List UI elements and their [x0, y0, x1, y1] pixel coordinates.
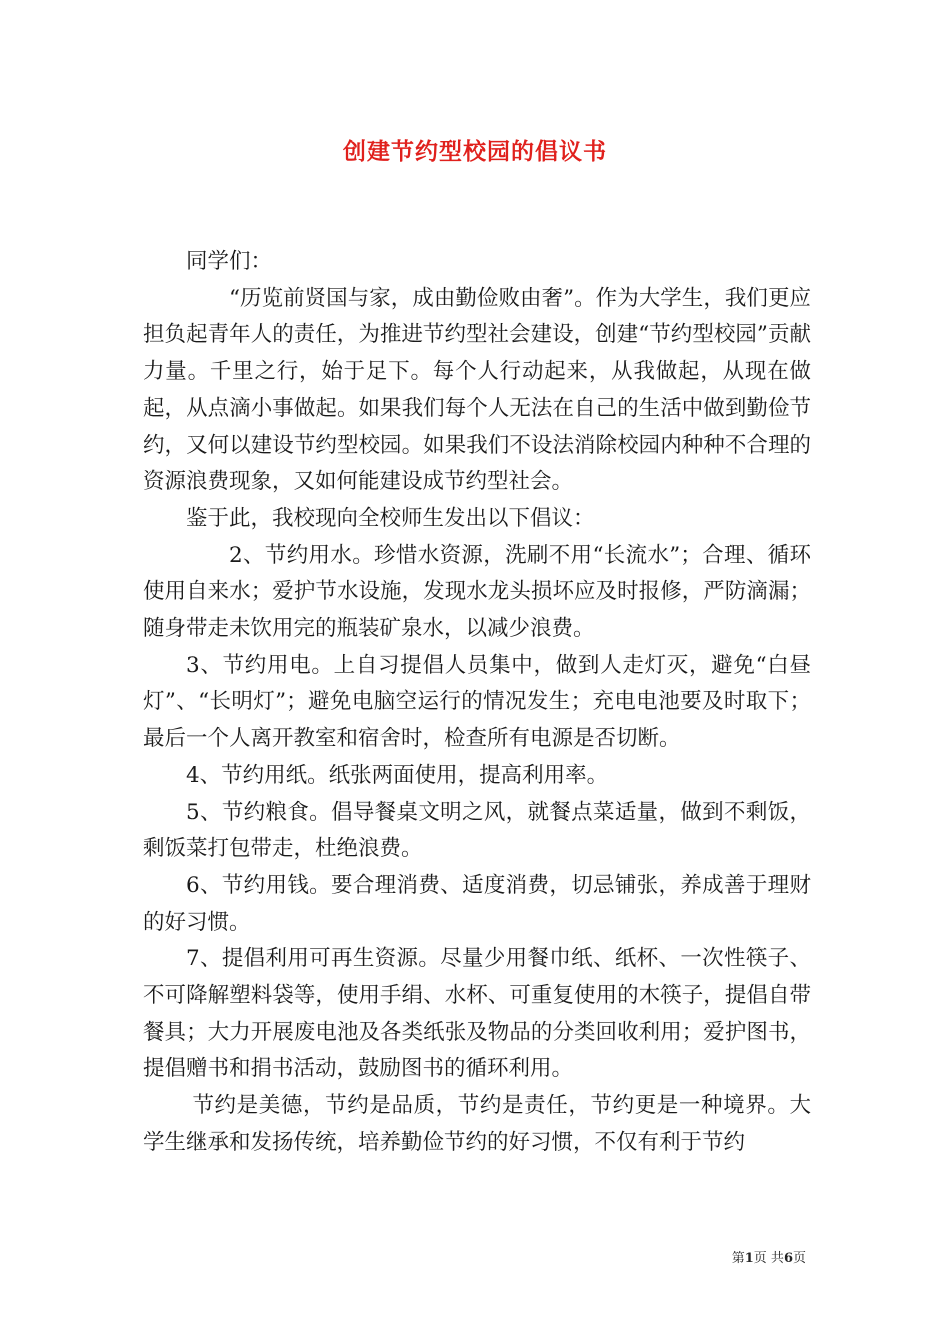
footer-middle: 页 共	[753, 1251, 784, 1266]
footer-total-pages: 6	[783, 1251, 793, 1266]
paragraph-proposal-lead: 鉴于此，我校现向全校师生发出以下倡议：	[186, 505, 595, 531]
paragraph-intro: “历览前贤国与家，成由勤俭败由奢”。作为大学生，我们更应担负起青年人的责任，为推进节约型社会建设，创建“节约型校园”贡献力量。千里之行，始于足下。每个人行动起来，从我做起，从现在做起，从点滴小事做起。如果我们每个人无法在自己的生活中做到勤俭节约，又何以建设节约型校园。如果我们不设法消除校园内种种不合理的资源浪费现象，又如何能建设成节约型社会。	[143, 285, 811, 495]
paragraph-conclusion: 节约是美德，节约是品质，节约是责任，节约更是一种境界。大学生继承和发扬传统，培养勤俭节约的好习惯，不仅有利于节约	[143, 1093, 811, 1155]
footer-current-page: 1	[744, 1251, 754, 1266]
footer-suffix: 页	[792, 1251, 806, 1266]
document-body	[143, 244, 811, 1162]
paragraph-item-money: 6、节约用钱。要合理消费、适度消费，切忌铺张，养成善于理财的好习惯。	[143, 872, 811, 935]
paragraph-item-food: 5、节约粮食。倡导餐桌文明之风，就餐点菜适量，做到不剩饭，剩饭菜打包带走，杜绝浪费。	[143, 799, 811, 862]
paragraph-item-paper: 4、节约用纸。纸张两面使用，提高利用率。	[186, 762, 609, 788]
salutation: 同学们：	[186, 249, 273, 274]
page-footer	[732, 1247, 806, 1266]
document-title: 创建节约型校园的倡议书	[343, 138, 607, 165]
paragraph-item-renewable: 7、提倡利用可再生资源。尽量少用餐巾纸、纸杯、一次性筷子、不可降解塑料袋等，使用手绢、水杯、可重复使用的木筷子，提倡自带餐具；大力开展废电池及各类纸张及物品的分类回收利用；爱护图书，提倡赠书和捐书活动，鼓励图书的循环利用。	[143, 946, 811, 1082]
paragraph-item-electricity: 3、节约用电。上自习提倡人员集中，做到人走灯灭，避免“白昼灯”、“长明灯”；避免电脑空运行的情况发生；充电电池要及时取下；最后一个人离开教室和宿舍时，检查所有电源是否切断。	[143, 652, 811, 752]
paragraph-item-water: 2、节约用水。珍惜水资源，洗刷不用“长流水”；合理、循环使用自来水；爱护节水设施，发现水龙头损坏应及时报修，严防滴漏；随身带走未饮用完的瓶装矿泉水，以减少浪费。	[143, 542, 811, 642]
footer-prefix: 第	[731, 1251, 745, 1266]
